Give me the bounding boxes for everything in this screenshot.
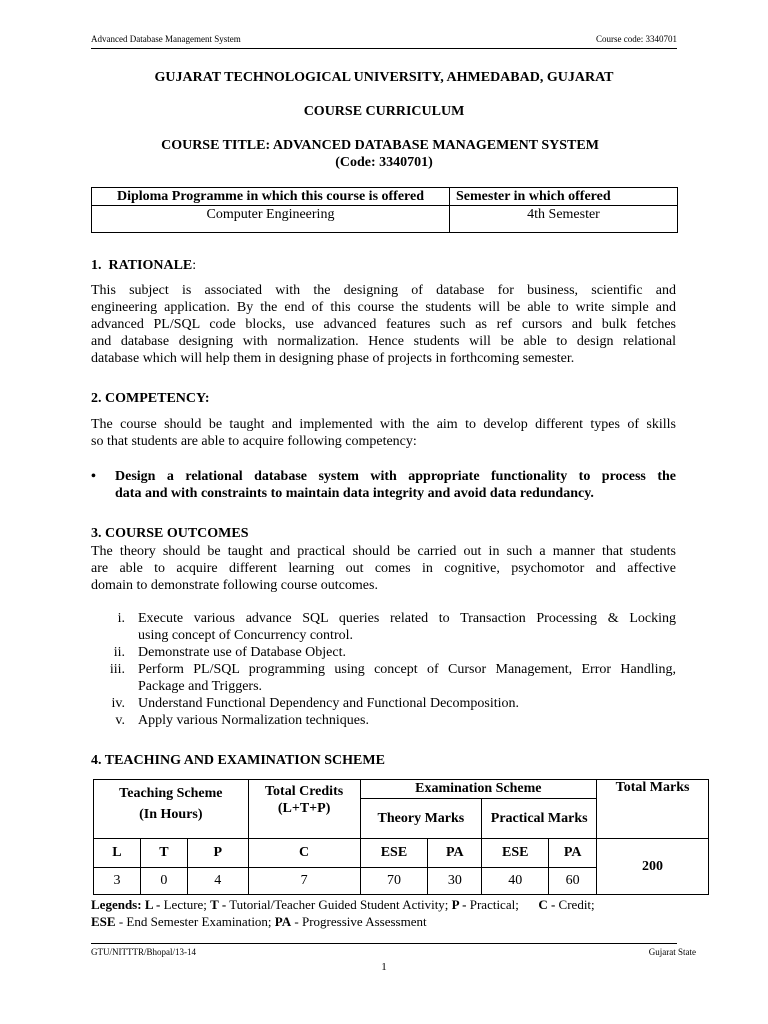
- course-title: COURSE TITLE: ADVANCED DATABASE MANAGEMENT SYSTEM: [161, 138, 599, 153]
- legend-line-2: ESE - End Semester Examination; PA - Progressive Assessment: [91, 914, 427, 929]
- value-practical-PA: 60: [549, 868, 597, 895]
- rationale-line: and database designing with normalization. Hence students will be able to design relational: [91, 334, 676, 349]
- curriculum-title: COURSE CURRICULUM: [303, 104, 465, 119]
- col-C: C: [248, 839, 360, 868]
- theory-marks-header: Theory Marks: [360, 799, 482, 839]
- col-theory-PA: PA: [428, 839, 482, 868]
- col-theory-ESE: ESE: [360, 839, 428, 868]
- rationale-line: database which will help them in designing phase of projects in forthcoming semester.: [91, 351, 575, 366]
- university-title: GUJARAT TECHNOLOGICAL UNIVERSITY, AHMEDABAD, GUJARAT: [154, 70, 614, 85]
- bullet-line: Design a relational database system with appropriate functionality to process the: [115, 469, 676, 484]
- outcomes-text: [91, 543, 676, 594]
- offer-header-programme: Diploma Programme in which this course is offered: [92, 188, 450, 206]
- offer-semester: 4th Semester: [450, 206, 678, 233]
- outcome-number: v.: [115, 713, 125, 728]
- rationale-line: engineering application. By the end of this course the students will be able to write simple and: [91, 300, 676, 315]
- outcome-line: Demonstrate use of Database Object.: [138, 645, 346, 660]
- outcome-number: iv.: [111, 696, 125, 711]
- header-rule: [91, 48, 677, 49]
- footer-left: GTU/NITTTR/Bhopal/13-14: [91, 947, 196, 957]
- outcomes-list: [91, 610, 676, 729]
- header-left: Advanced Database Management System: [91, 34, 241, 44]
- outcome-line: using concept of Concurrency control.: [138, 628, 353, 643]
- outcome-line: Package and Triggers.: [138, 679, 263, 694]
- value-C: 7: [248, 868, 360, 895]
- page-number: 1: [381, 961, 387, 973]
- outcomes-line: domain to demonstrate following course outcomes.: [91, 578, 378, 593]
- col-practical-ESE: ESE: [482, 839, 549, 868]
- value-L: 3: [94, 868, 141, 895]
- legend-line-1: Legends: L - Lecture; T - Tutorial/Teacher Guided Student Activity; P - Practical; C - Credit;: [91, 897, 595, 912]
- value-P: 4: [187, 868, 248, 895]
- col-T: T: [140, 839, 187, 868]
- col-P: P: [187, 839, 248, 868]
- outcomes-line: are able to acquire different learning out comes in cognitive, psychomotor and affective: [91, 561, 676, 576]
- outcome-item: [91, 712, 676, 729]
- outcomes-line: The theory should be taught and practical should be carried out in such a manner that students: [91, 544, 676, 559]
- outcome-number: ii.: [113, 645, 125, 660]
- outcome-item: [91, 695, 676, 712]
- offer-table: [91, 187, 678, 233]
- competency-line: so that students are able to acquire following competency:: [91, 434, 417, 449]
- teaching-scheme-header: Teaching Scheme (In Hours): [94, 780, 249, 839]
- total-credits-header: Total Credits (L+T+P): [248, 780, 360, 839]
- col-practical-PA: PA: [549, 839, 597, 868]
- col-L: L: [94, 839, 141, 868]
- outcome-line: Understand Functional Dependency and Functional Decomposition.: [138, 696, 520, 711]
- value-theory-PA: 30: [428, 868, 482, 895]
- total-marks-value: 200: [597, 839, 709, 895]
- competency-heading: 2. COMPETENCY:: [91, 391, 210, 406]
- rationale-heading: 1. RATIONALE:: [91, 258, 197, 273]
- bullet-line: data and with constraints to maintain data integrity and avoid data redundancy.: [115, 486, 594, 501]
- practical-marks-header: Practical Marks: [482, 799, 597, 839]
- rationale-text: [91, 282, 676, 367]
- outcome-line: Apply various Normalization techniques.: [138, 713, 369, 728]
- page-footer: [91, 947, 696, 957]
- outcome-item: [91, 610, 676, 644]
- legend: [91, 896, 595, 930]
- outcome-item: [91, 644, 676, 661]
- outcome-number: iii.: [109, 662, 125, 677]
- outcomes-heading: 3. COURSE OUTCOMES: [91, 526, 249, 541]
- value-T: 0: [140, 868, 187, 895]
- outcome-line: Execute various advance SQL queries related to Transaction Processing & Locking: [138, 611, 676, 626]
- offer-programme: Computer Engineering: [92, 206, 450, 233]
- competency-line: The course should be taught and implemented with the aim to develop different types of skills: [91, 417, 676, 432]
- bullet-dot: •: [91, 469, 96, 484]
- total-marks-header: Total Marks: [597, 780, 709, 839]
- rationale-line: advanced PL/SQL code blocks, use advanced features such as ref cursors and bulk fetches: [91, 317, 676, 332]
- scheme-table: [93, 779, 709, 895]
- value-theory-ESE: 70: [360, 868, 428, 895]
- value-practical-ESE: 40: [482, 868, 549, 895]
- footer-rule: [91, 943, 677, 944]
- footer-right: Gujarat State: [648, 947, 696, 957]
- scheme-heading: 4. TEACHING AND EXAMINATION SCHEME: [91, 753, 385, 768]
- outcome-line: Perform PL/SQL programming using concept of Cursor Management, Error Handling,: [138, 662, 676, 677]
- outcome-number: i.: [117, 611, 125, 626]
- competency-text: [91, 416, 676, 450]
- offer-header-semester: Semester in which offered: [450, 188, 678, 206]
- header-right: Course code: 3340701: [596, 34, 677, 44]
- examination-scheme-header: Examination Scheme: [360, 780, 597, 799]
- rationale-line: This subject is associated with the designing of database for business, scientific and: [91, 283, 676, 298]
- course-code: (Code: 3340701): [335, 155, 433, 170]
- outcome-item: [91, 661, 676, 695]
- page-header: [91, 34, 677, 48]
